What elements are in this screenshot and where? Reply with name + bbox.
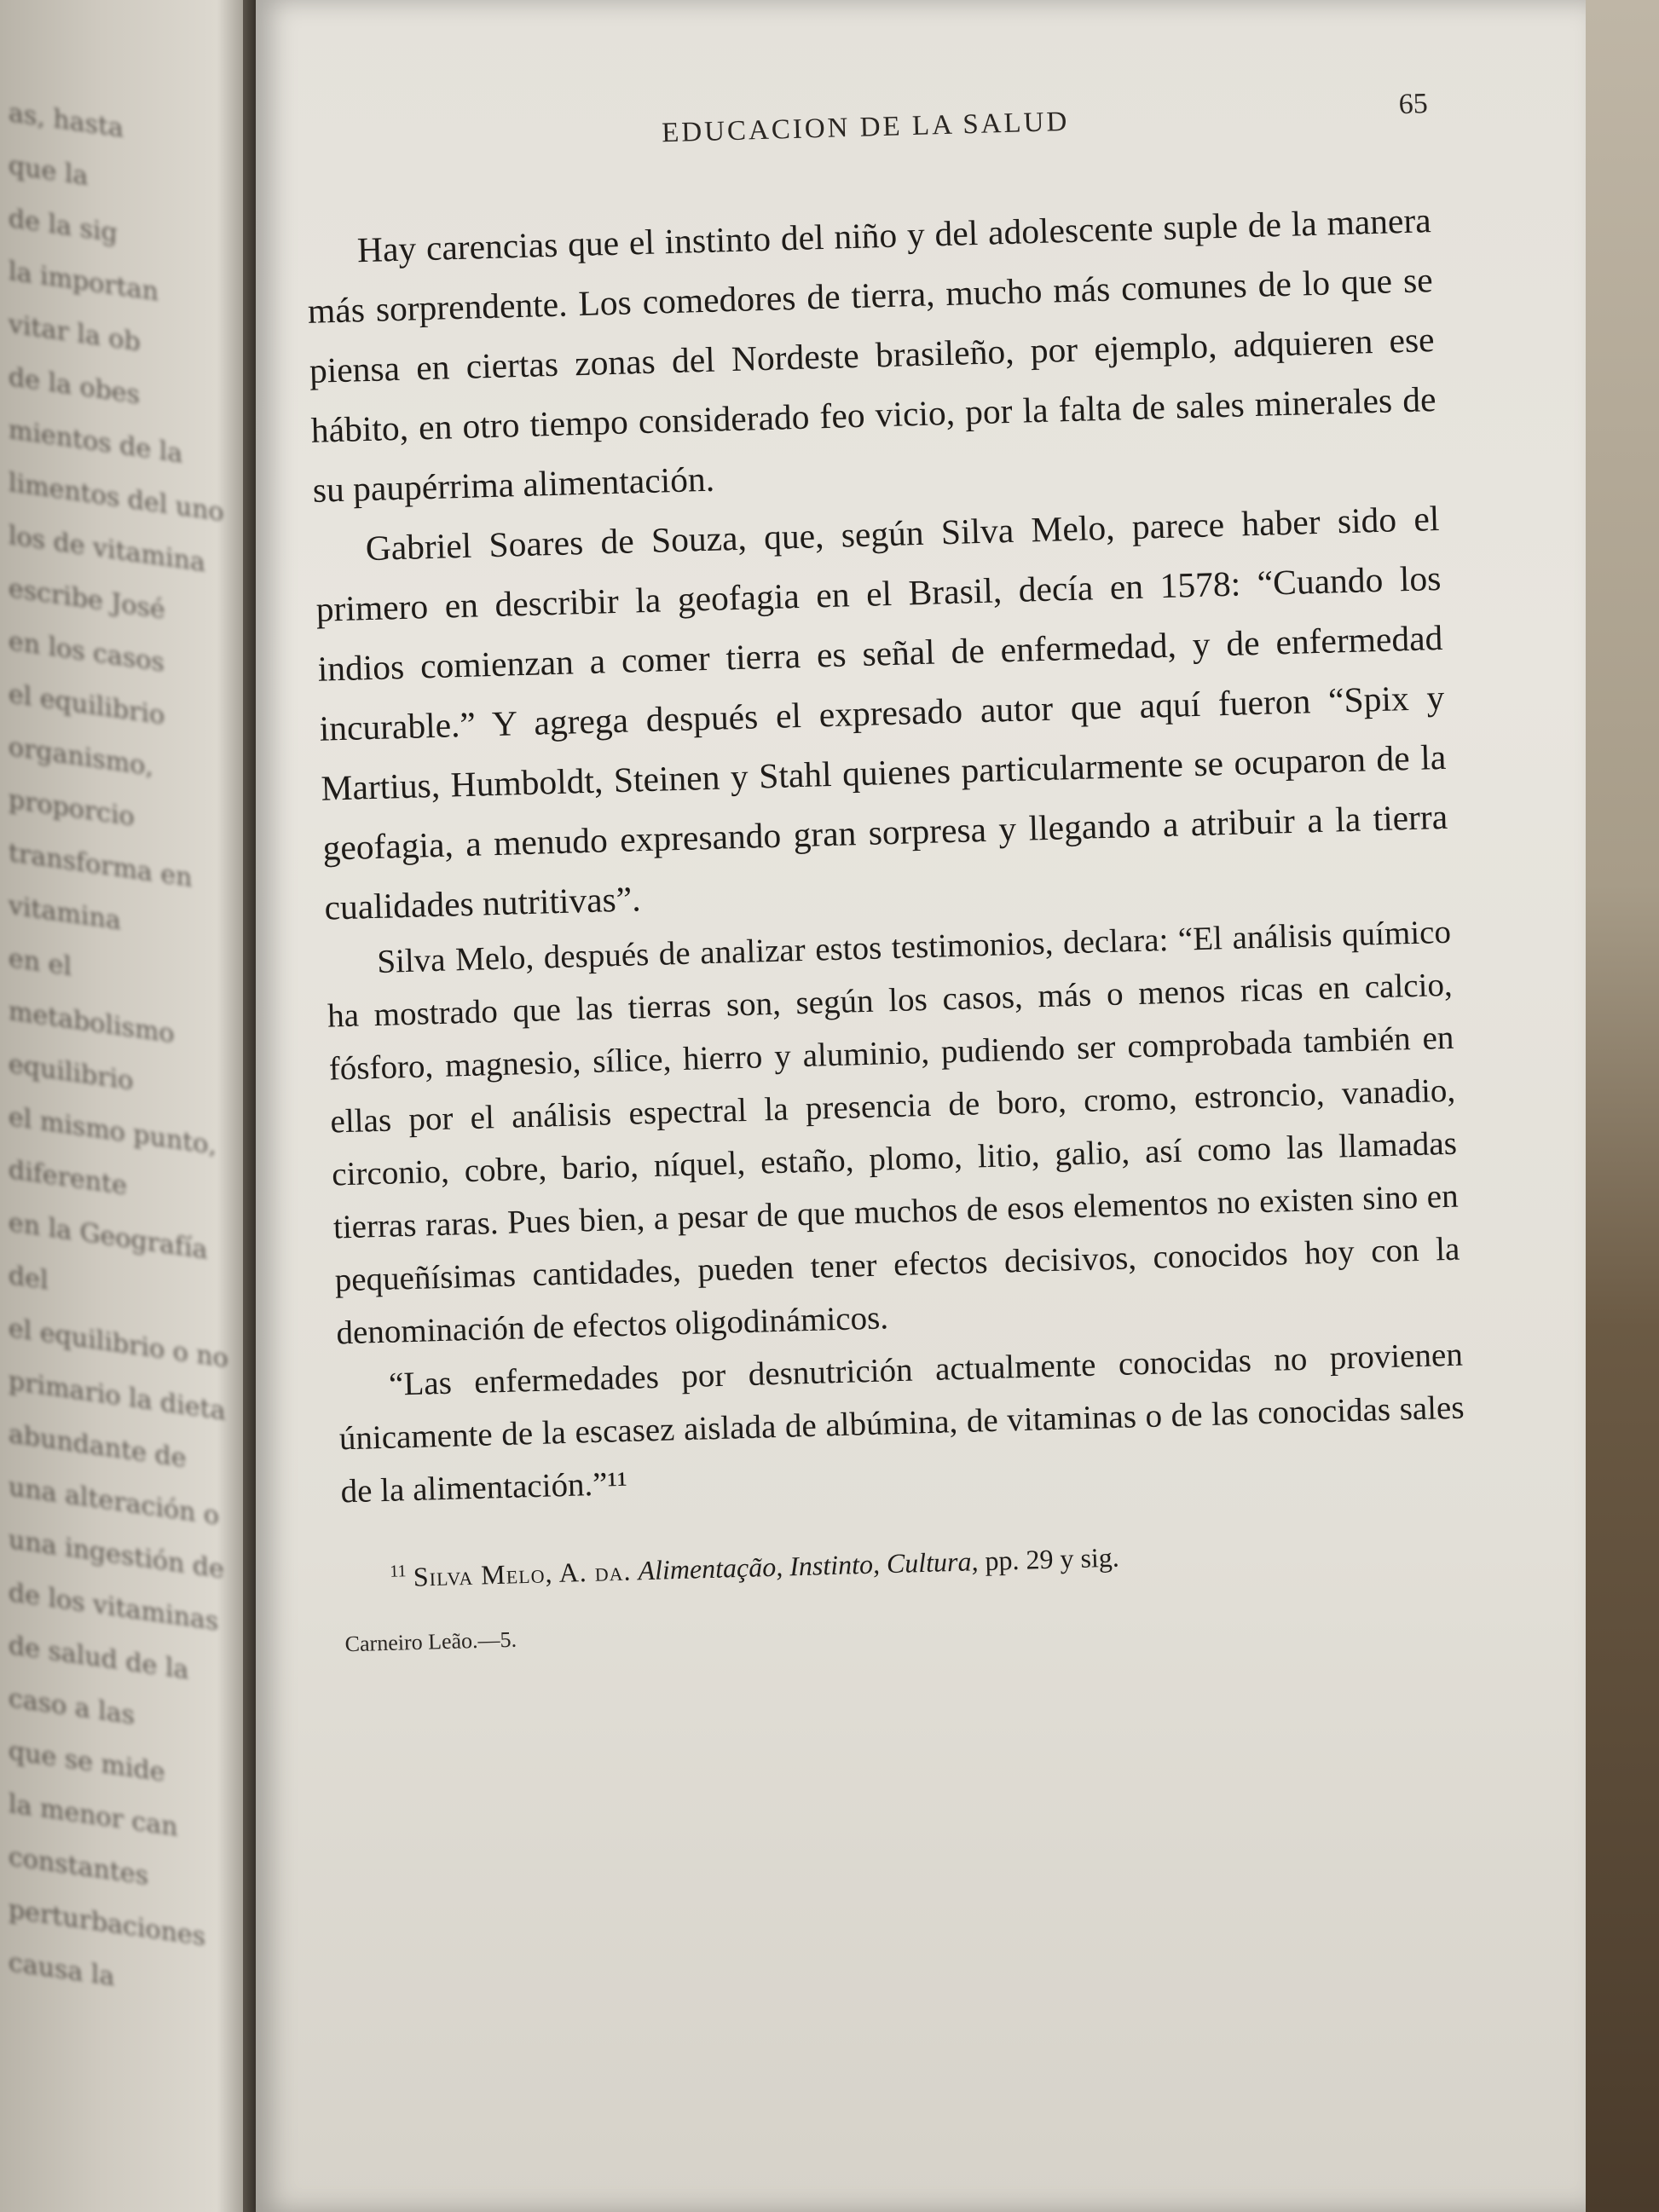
- footnote-author: Silva Melo, A. da.: [413, 1555, 633, 1592]
- paragraph-1: Hay carencias que el instinto del niño y del adolescente suple de la manera más sorprendente. Los comedores de tierra, mucho más comunes de lo que se piensa en ciertas zonas del Nordeste brasileño, por ejemplo, adquieren ese hábito, en otro tiempo considerado feo vicio, por la falta de sales minerales de su paupérrima alimentación.: [307, 200, 1437, 510]
- paragraph-4: “Las enfermedades por desnutrición actualmente conocidas no provienen únicamente de la escasez aislada de albúmina, de vitaminas o de las conocidas sales de la alimentación.”¹¹: [338, 1336, 1465, 1510]
- running-head: [303, 88, 1429, 188]
- left-facing-page: [0, 0, 256, 2212]
- footnote-number: 11: [390, 1562, 407, 1581]
- paragraph-2: Gabriel Soares de Souza, que, según Silva Melo, parece haber sido el primero en describir la geofagia en el Brasil, decía en 1578: “Cuando los indios comienzan a comer tierra es señal de enfermedad, y de enfermedad incurable.” Y agrega después el expresado autor que aquí fueron “Spix y Martius, Humboldt, Steinen y Stahl quienes particularmente se ocuparon de la geofagia, a menudo expresando gran sorpresa y llegando a atribuir a la tierra cualidades nutritivas”.: [315, 498, 1448, 927]
- paragraph-3: Silva Melo, después de analizar estos testimonios, declara: “El análisis químico ha mostrado que las tierras son, según los casos, más o menos ricas en calcio, fósforo, magnesio, sílice, hierro y aluminio, pudiendo ser comprobada también en ellas por el análisis espectral la presencia de boro, cromo, estroncio, vanadio, circonio, cobre, bario, níquel, estaño, plomo, litio, galio, así como las llamadas tierras raras. Pues bien, a pesar de que muchos de esos elementos no existen sino en pequeñísimas cantidades, pueden tener efectos decisivos, conocidos hoy con la denominación de efectos oligodinámicos.: [327, 913, 1460, 1352]
- footnote: [343, 1521, 1469, 1598]
- body-text: [305, 190, 1466, 1518]
- footnote-title: Alimentação, Instinto, Cultura,: [637, 1545, 979, 1586]
- printer-signature: Carneiro Leão.—5.: [344, 1626, 517, 1656]
- running-title: EDUCACION DE LA SALUD: [661, 106, 1070, 149]
- left-page-text: as, hasta que la de la sig la importan vitar la ob de la obes mientos de la limentos del uno los de vitamina escribe José en los casos el equilibrio organismo, proporcio transforma en vitamina en el metabolismo equilibrio el mismo punto, diferente en la Geografía del el equilibrio o no primario la dieta abundante de una alteración o una ingestión de de los vitaminas de salud de la caso a las que se mide la menor can constantes perturbaciones causa la: [9, 97, 228, 1993]
- book-page: [256, 0, 1586, 2212]
- page-content: [303, 88, 1471, 1657]
- footnote-pages: pp. 29 y sig.: [984, 1541, 1120, 1576]
- page-number: 65: [1398, 88, 1429, 121]
